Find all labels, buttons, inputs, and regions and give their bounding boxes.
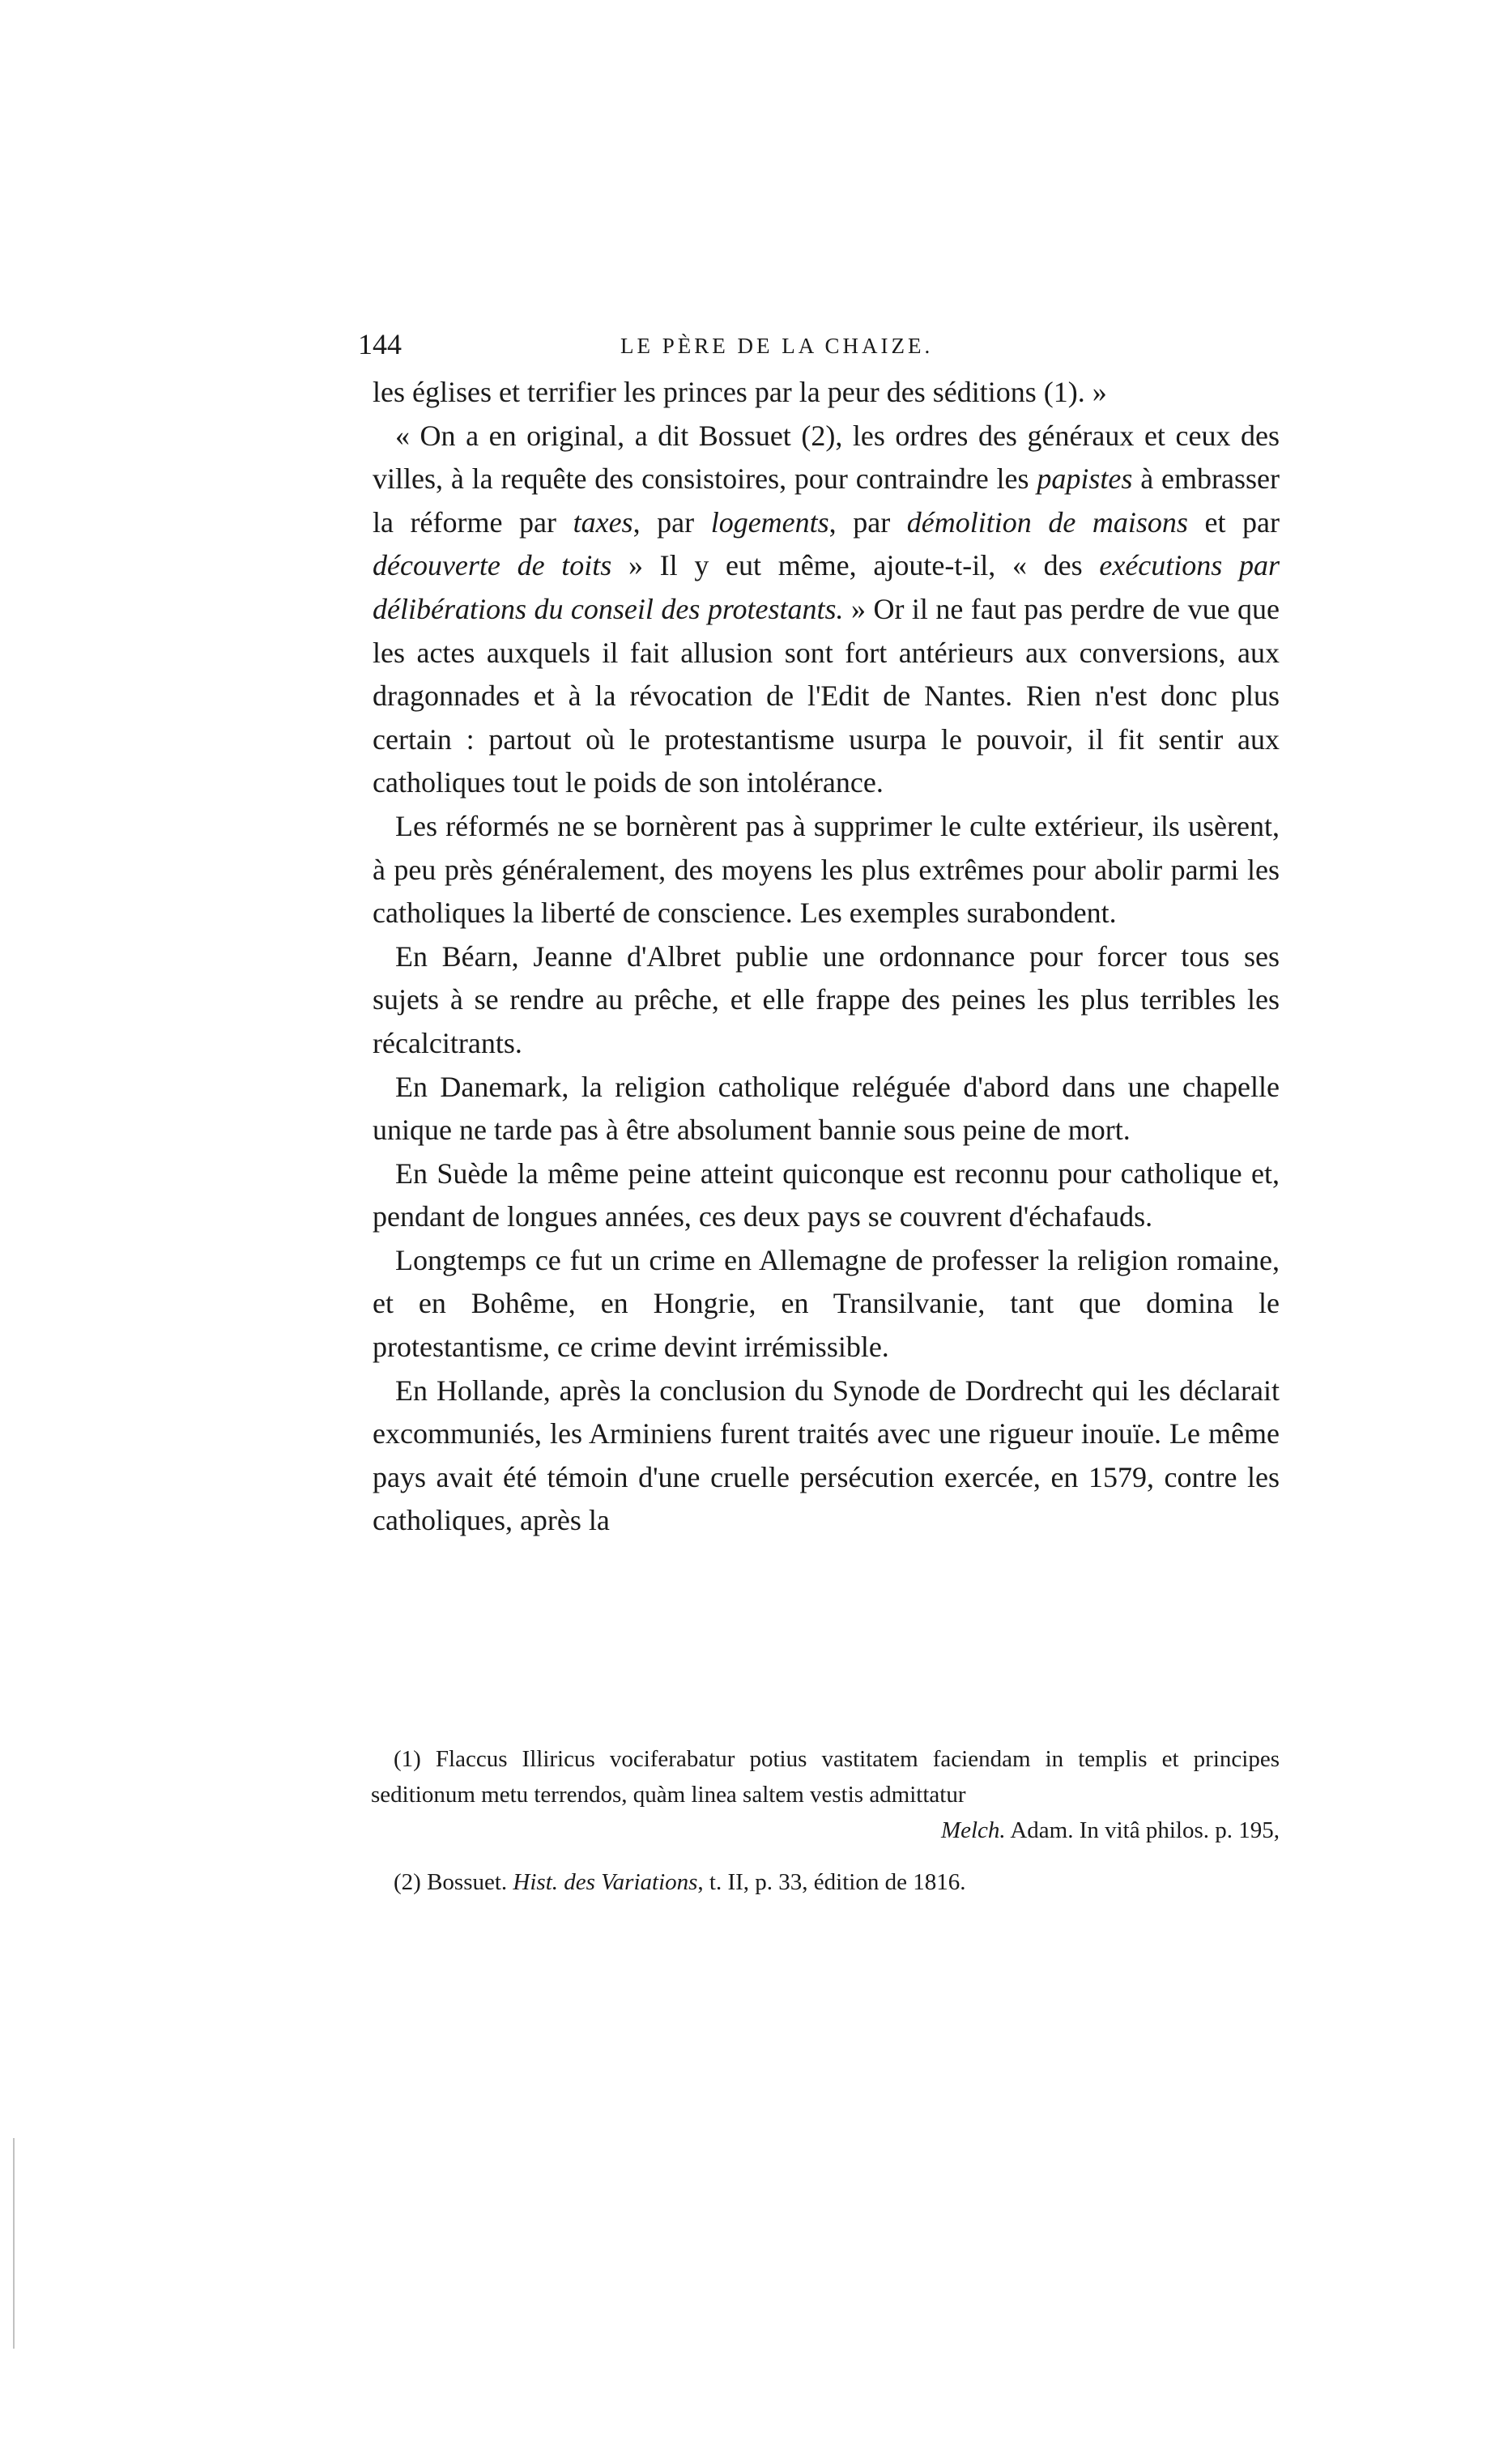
paragraph: En Suède la même peine atteint quiconque est reconnu pour catholique et, pendant de longues années, ces deux pays se couvrent d'échafauds. [373,1156,1280,1233]
body-text [373,371,1280,1543]
page-number: 144 [358,328,402,360]
paragraph: Les réformés ne se bornèrent pas à supprimer le culte extérieur, ils usèrent, à peu près généralement, des moyens les plus extrêmes pour abolir parmi les catholiques la liberté de conscience. Les exemples surabondent. [373,809,1280,930]
scan-margin-mark [13,2138,15,2349]
footnote-1-reference: Melch. Adam. In vitâ philos. p. 195, [940,1817,1280,1843]
paragraph: En Hollande, après la conclusion du Synode de Dordrecht qui les déclarait excommuniés, les Arminiens furent traités avec une rigueur inouïe. Le même pays avait été témoin d'une cruelle persécution exercée, en 1579, contre les catholiques, après la [373,1374,1280,1537]
footnotes [371,1741,1280,1900]
footnote-1 [371,1741,1280,1848]
running-head: LE PÈRE DE LA CHAIZE. [620,334,934,358]
paragraph: En Béarn, Jeanne d'Albret publie une ordonnance pour forcer tous ses sujets à se rendre au prêche, et elle frappe des peines les plus terribles les récalcitrants. [373,939,1280,1059]
footnote-2: (2) Bossuet. Hist. des Variations, t. II, p. 33, édition de 1816. [394,1869,966,1895]
footnote-1-text: (1) Flaccus Illiricus vociferabatur potius vastitatem faciendam in templis et principes seditionum metu terrendos, quàm linea saltem vestis admittatur [371,1746,1280,1808]
page-header [358,327,1273,368]
paragraph: Longtemps ce fut un crime en Allemagne de professer la religion romaine, et en Bohême, en Hongrie, en Transilvanie, tant que domina le protestantisme, ce crime devint irrémissible. [373,1243,1280,1364]
paragraph: En Danemark, la religion catholique reléguée d'abord dans une chapelle unique ne tarde pas à être absolument bannie sous peine de mort. [373,1070,1280,1147]
paragraph: « On a en original, a dit Bossuet (2), les ordres des généraux et ceux des villes, à la requête des consistoires, pour contraindre les papistes à embrasser la réforme par taxes, par logements, par démolition de maisons et par découverte de toits » Il y eut même, ajoute-t-il, « des exécutions par délibérations du conseil des protestants. » Or il ne faut pas perdre de vue que les actes auxquels il fait allusion sont fort antérieurs aux conversions, aux dragonnades et à la révocation de l'Edit de Nantes. Rien n'est donc plus certain : partout où le protestantisme usurpa le pouvoir, il fit sentir aux catholiques tout le poids de son intolérance. [373,419,1280,799]
paragraph: les églises et terrifier les princes par la peur des séditions (1). » [373,376,1107,408]
